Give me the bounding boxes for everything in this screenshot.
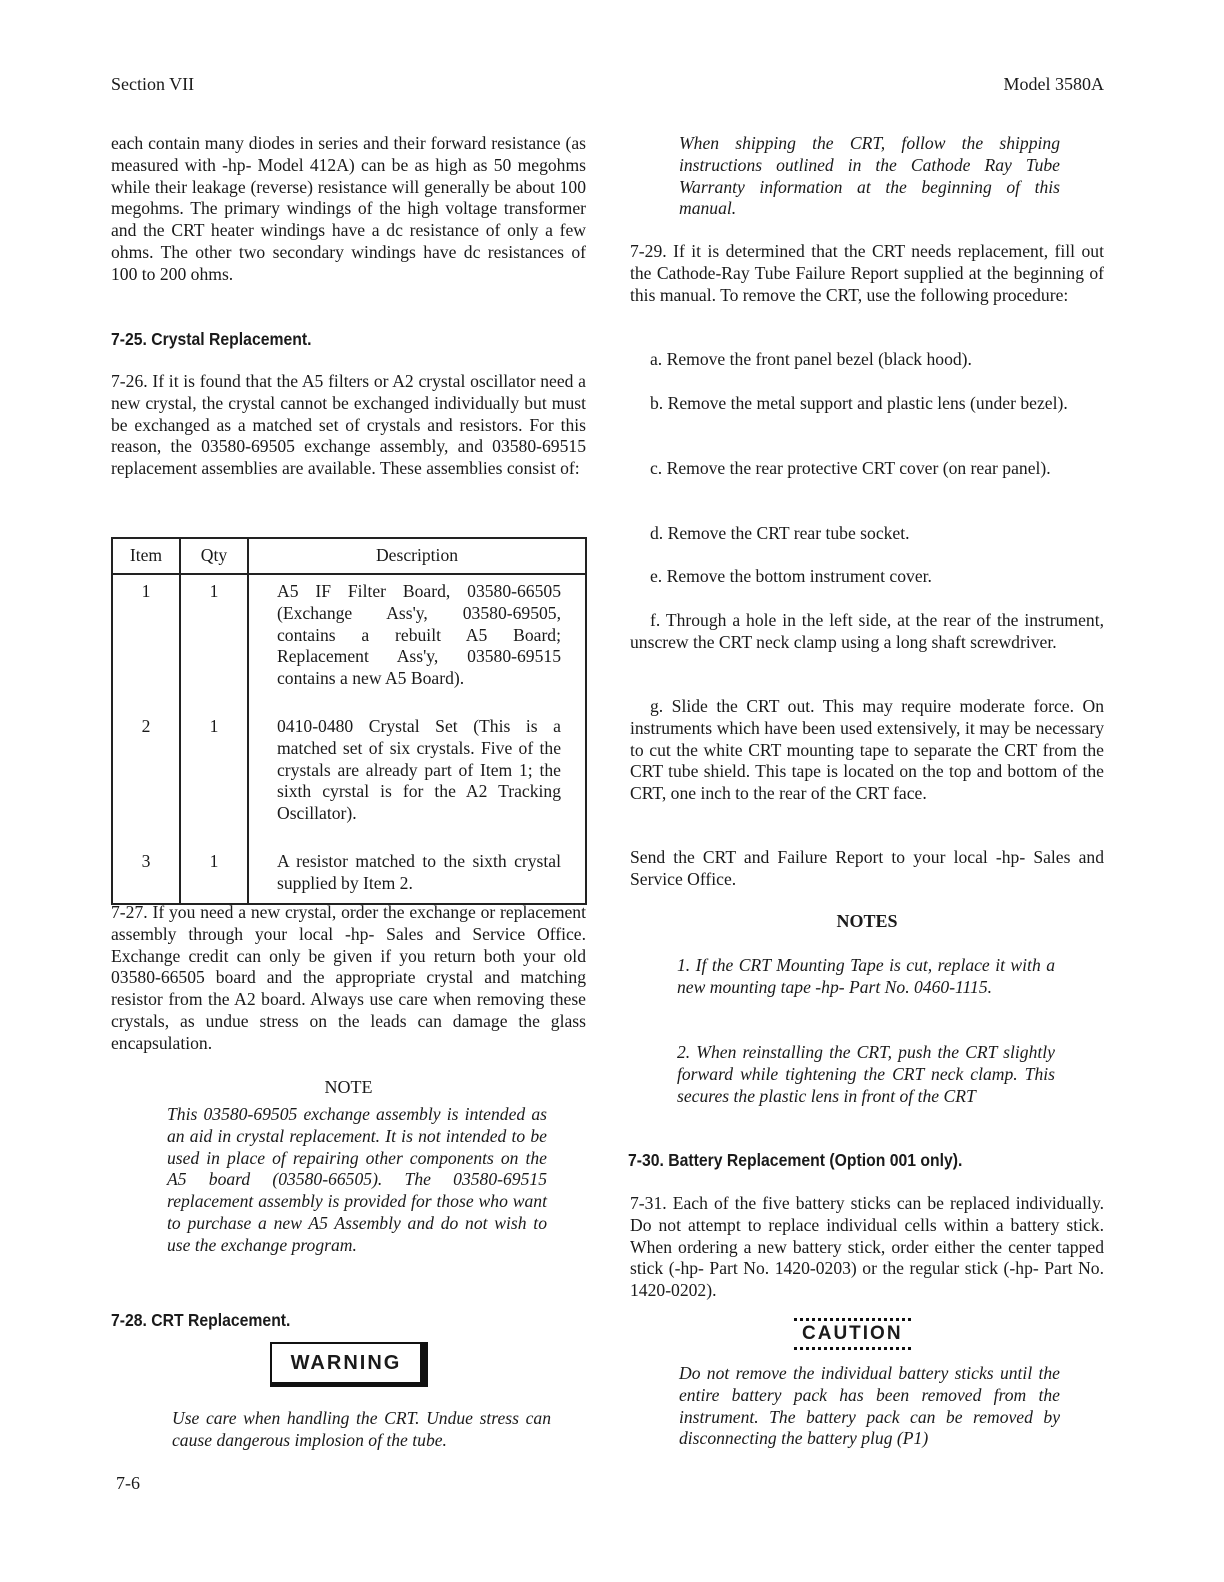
intro-paragraph: each contain many diodes in series and their forward resistance (as measured with -hp- Model 412A) can be as high as 50 megohms while their leakage (reverse) resistance will generally be about 100 megohms. The primary windings of the high voltage transformer and the CRT heater windings have a dc resistance of only a few ohms. The other two secondary windings have dc resistances of 100 to 200 ohms. xyxy=(111,133,586,284)
paragraph-7-31: 7-31. Each of the five battery sticks can be replaced individually. Do not attempt to replace individual cells within a battery stick. When ordering a new battery stick, order either the center tapped stick (-hp- Part No. 1420-0203) or the regular stick (-hp- Part No. 1420-0202). xyxy=(630,1193,1104,1301)
cell-description: 0410-0480 Crystal Set (This is a matched set of six crystals. Five of the crystals are already part of Item 1; the sixth cyrstal is for the A2 Tracking Oscillator). xyxy=(248,710,586,845)
warning-text: Use care when handling the CRT. Undue stress can cause dangerous implosion of the tube. xyxy=(172,1408,551,1450)
cell-qty: 1 xyxy=(180,710,248,845)
paragraph-7-29: 7-29. If it is determined that the CRT needs replacement, fill out the Cathode-Ray Tube Failure Report supplied at the beginning of this manual. To remove the CRT, use the following procedure: xyxy=(630,241,1104,305)
column-header-qty: Qty xyxy=(180,538,248,574)
heading-crystal-replacement: 7-25. Crystal Replacement. xyxy=(111,329,312,349)
assembly-table xyxy=(111,537,587,905)
column-header-item: Item xyxy=(112,538,180,574)
cell-qty: 1 xyxy=(180,845,248,904)
paragraph-7-26: 7-26. If it is found that the A5 filters or A2 crystal oscillator need a new crystal, the crystal cannot be exchanged individually but must be exchanged as a matched set of crystals and resistors. For this reason, the 03580-69505 exchange assembly, and 03580-69515 replacement assemblies are available. These assemblies consist of: xyxy=(111,371,586,479)
cell-qty: 1 xyxy=(180,574,248,710)
note-title: NOTE xyxy=(324,1077,373,1097)
step-c: c. Remove the rear protective CRT cover (on rear panel). xyxy=(650,458,1051,478)
caution-text: Do not remove the individual battery sticks until the entire battery pack has been removed from the instrument. The battery pack can be removed by disconnecting the battery plug (P1) xyxy=(679,1363,1060,1449)
shipping-note: When shipping the CRT, follow the shipping instructions outlined in the Cathode Ray Tube Warranty information at the beginning of this manual. xyxy=(679,133,1060,219)
column-header-description: Description xyxy=(248,538,586,574)
table-row xyxy=(112,710,586,845)
table-header-row xyxy=(112,538,586,574)
table-row xyxy=(112,845,586,904)
cell-item: 3 xyxy=(112,845,180,904)
step-a: a. Remove the front panel bezel (black hood). xyxy=(650,349,972,369)
caution-label: CAUTION xyxy=(794,1318,911,1350)
step-b: b. Remove the metal support and plastic lens (under bezel). xyxy=(650,393,1068,413)
cell-item: 1 xyxy=(112,574,180,710)
model-label: Model 3580A xyxy=(1003,74,1104,94)
cell-description: A5 IF Filter Board, 03580-66505 (Exchange Ass'y, 03580-69505, contains a rebuilt A5 Board; Replacement Ass'y, 03580-69515 contains a new A5 Board). xyxy=(248,574,586,710)
send-paragraph: Send the CRT and Failure Report to your local -hp- Sales and Service Office. xyxy=(630,847,1104,889)
table-row xyxy=(112,574,586,710)
heading-battery-replacement: 7-30. Battery Replacement (Option 001 only). xyxy=(628,1150,963,1170)
cell-description: A resistor matched to the sixth crystal supplied by Item 2. xyxy=(248,845,586,904)
cell-item: 2 xyxy=(112,710,180,845)
note-2: 2. When reinstalling the CRT, push the CRT slightly forward while tightening the CRT neck clamp. This secures the plastic lens in front of the CRT xyxy=(677,1042,1055,1106)
paragraph-7-27: 7-27. If you need a new crystal, order the exchange or replacement assembly through your local -hp- Sales and Service Office. Exchange credit can only be given if you return both your old 03580-66505 board and the appropriate crystal and matching resistor from the A2 board. Always use care when removing these crystals, as undue stress on the leads can damage the glass encapsulation. xyxy=(111,902,586,1053)
caution-badge xyxy=(794,1318,911,1350)
page-number: 7-6 xyxy=(116,1473,140,1493)
step-g: g. Slide the CRT out. This may require moderate force. On instruments which have been used extensively, it may be necessary to cut the white CRT mounting tape to separate the CRT from the CRT tube shield. This tape is located on the top and bottom of the CRT, one inch to the rear of the CRT face. xyxy=(630,696,1104,804)
notes-title: NOTES xyxy=(836,911,898,931)
note-text: This 03580-69505 exchange assembly is intended as an aid in crystal replacement. It is not intended to be used in place of repairing other components on the A5 board (03580-66505). The 03580-69515 replacement assembly is provided for those who want to purchase a new A5 Assembly and do not wish to use the exchange program. xyxy=(167,1104,547,1255)
step-e: e. Remove the bottom instrument cover. xyxy=(650,566,932,586)
warning-badge: WARNING xyxy=(270,1342,428,1387)
section-label: Section VII xyxy=(111,74,195,94)
note-1: 1. If the CRT Mounting Tape is cut, replace it with a new mounting tape -hp- Part No. 0460-1115. xyxy=(677,955,1055,997)
heading-crt-replacement: 7-28. CRT Replacement. xyxy=(111,1310,291,1330)
step-d: d. Remove the CRT rear tube socket. xyxy=(650,523,910,543)
step-f: f. Through a hole in the left side, at the rear of the instrument, unscrew the CRT neck clamp using a long shaft screwdriver. xyxy=(630,610,1104,652)
